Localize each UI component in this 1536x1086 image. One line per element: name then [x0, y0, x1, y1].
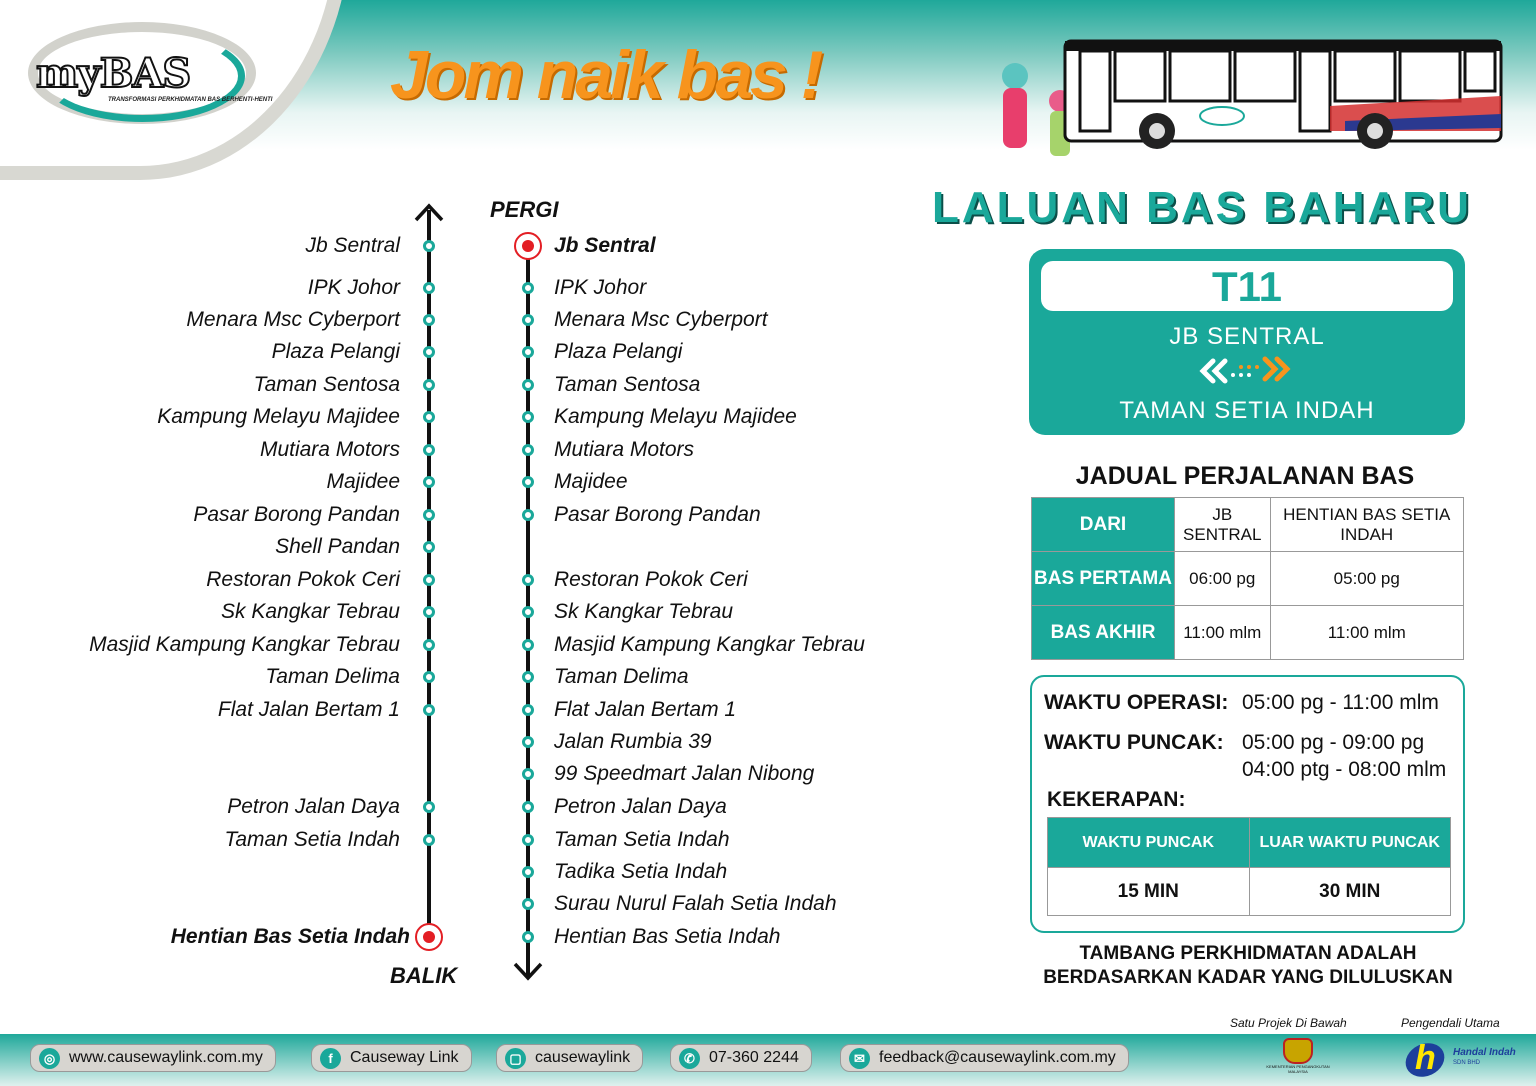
stop-marker: [423, 801, 435, 813]
stop-marker: [423, 240, 435, 252]
balik-stop: Plaza Pelangi: [271, 340, 400, 363]
bidirectional-arrow-icon: [1199, 355, 1299, 385]
kekerapan-label: KEKERAPAN:: [1047, 788, 1186, 811]
pergi-stop: Kampung Melayu Majidee: [554, 405, 797, 428]
stop-marker: [522, 282, 534, 294]
stop-marker: [522, 736, 534, 748]
instagram-icon: ▢: [505, 1048, 526, 1069]
operator-label: Pengendali Utama: [1401, 1016, 1500, 1030]
pergi-label: PERGI: [490, 197, 559, 222]
pergi-stop: Pasar Borong Pandan: [554, 503, 761, 526]
header-offpeak: LUAR WAKTU PUNCAK: [1249, 818, 1451, 868]
stop-marker: [522, 931, 534, 943]
stop-marker: [423, 476, 435, 488]
stop-marker: [423, 606, 435, 618]
ministry-crest: [1262, 1038, 1334, 1074]
stop-marker: [423, 411, 435, 423]
operator-name: Handal Indah: [1453, 1047, 1516, 1058]
stop-marker: [522, 768, 534, 780]
frequency-table: [1047, 817, 1451, 916]
mail-icon: ✉: [849, 1048, 870, 1069]
cell: 06:00 pg: [1175, 552, 1271, 606]
instagram-text: causewaylink: [535, 1049, 631, 1066]
puncak-value-2: 04:00 ptg - 08:00 mlm: [1242, 758, 1447, 781]
cell: 11:00 mlm: [1270, 606, 1463, 660]
terminal-marker: [415, 923, 443, 951]
pergi-stop: Taman Setia Indah: [554, 828, 730, 851]
pergi-stop: Tadika Setia Indah: [554, 860, 728, 883]
balik-stop: Sk Kangkar Tebrau: [220, 600, 400, 623]
pergi-stop: Plaza Pelangi: [554, 340, 683, 363]
puncak-value-1: 05:00 pg - 09:00 pg: [1242, 731, 1425, 754]
balik-stop: IPK Johor: [307, 276, 400, 299]
stop-marker: [423, 574, 435, 586]
table-row: [1048, 818, 1451, 868]
balik-stop: Masjid Kampung Kangkar Tebrau: [89, 633, 400, 656]
fare-note-line: TAMBANG PERKHIDMATAN ADALAH: [1079, 943, 1417, 964]
peak-frequency: 15 MIN: [1048, 868, 1250, 916]
arrow-down-icon: [512, 958, 544, 984]
pergi-stop: Majidee: [554, 470, 628, 493]
stop-marker: [423, 671, 435, 683]
balik-stop: Taman Setia Indah: [224, 828, 400, 851]
route-origin: JB SENTRAL: [1169, 323, 1325, 350]
operasi-value: 05:00 pg - 11:00 mlm: [1242, 691, 1439, 714]
email-link[interactable]: [840, 1044, 1129, 1072]
balik-stop: Mutiara Motors: [259, 438, 400, 461]
stop-marker: [423, 704, 435, 716]
operasi-label: WAKTU OPERASI:: [1044, 691, 1229, 714]
facebook-text: Causeway Link: [350, 1049, 459, 1066]
table-row: [1032, 552, 1464, 606]
schedule-title: JADUAL PERJALANAN BAS: [1075, 462, 1415, 490]
website-link[interactable]: [30, 1044, 276, 1072]
pergi-stop: Masjid Kampung Kangkar Tebrau: [554, 633, 865, 656]
stop-marker: [423, 282, 435, 294]
phone-icon: ✆: [679, 1048, 700, 1069]
operations-panel: [1030, 675, 1465, 933]
balik-stop: Hentian Bas Setia Indah: [170, 925, 410, 948]
stop-marker: [522, 574, 534, 586]
stop-marker: [522, 314, 534, 326]
balik-stop: Petron Jalan Daya: [227, 795, 400, 818]
stop-marker: [522, 379, 534, 391]
stop-marker: [423, 639, 435, 651]
ministry-text: KEMENTERIAN PENGANGKUTAN MALAYSIA: [1266, 1064, 1330, 1074]
project-label: Satu Projek Di Bawah: [1230, 1016, 1347, 1030]
table-row: [1032, 498, 1464, 552]
row-label: BAS PERTAMA: [1032, 552, 1175, 606]
route-number: T11: [1041, 261, 1453, 311]
pergi-stop: Mutiara Motors: [554, 438, 695, 461]
website-text: www.causewaylink.com.my: [69, 1049, 263, 1066]
children-icon: [1002, 63, 1071, 156]
balik-stop: Kampung Melayu Majidee: [157, 405, 400, 428]
route-destination: TAMAN SETIA INDAH: [1119, 397, 1375, 424]
header-hentian: HENTIAN BAS SETIA INDAH: [1270, 498, 1463, 552]
globe-icon: ◎: [39, 1048, 60, 1069]
stop-marker: [522, 834, 534, 846]
balik-stop: Restoran Pokok Ceri: [206, 568, 400, 591]
pergi-stop: Menara Msc Cyberport: [554, 308, 768, 331]
stop-marker: [522, 639, 534, 651]
pergi-stop: Jb Sentral: [554, 234, 656, 257]
stop-marker: [423, 541, 435, 553]
stop-marker: [423, 379, 435, 391]
offpeak-frequency: 30 MIN: [1249, 868, 1451, 916]
table-row: [1048, 868, 1451, 916]
arrow-up-icon: [413, 200, 445, 224]
facebook-link[interactable]: [311, 1044, 472, 1072]
operator-sub: SDN BHD: [1453, 1060, 1481, 1066]
stop-marker: [423, 314, 435, 326]
stop-marker: [522, 411, 534, 423]
stop-marker: [522, 346, 534, 358]
instagram-link[interactable]: [496, 1044, 643, 1072]
puncak-label: WAKTU PUNCAK:: [1044, 731, 1224, 754]
page-title: LALUAN BAS BAHARU: [932, 183, 1472, 232]
balik-stop: Flat Jalan Bertam 1: [217, 698, 400, 721]
header-dari: DARI: [1032, 498, 1175, 552]
balik-stop: Taman Delima: [265, 665, 400, 688]
pergi-stop: Restoran Pokok Ceri: [554, 568, 748, 591]
fare-note-line: BERDASARKAN KADAR YANG DILULUSKAN: [1043, 967, 1453, 988]
stop-marker: [522, 444, 534, 456]
pergi-stop: Petron Jalan Daya: [554, 795, 727, 818]
pergi-stop: 99 Speedmart Jalan Nibong: [554, 762, 815, 785]
pergi-stop: Flat Jalan Bertam 1: [554, 698, 737, 721]
stop-marker: [522, 671, 534, 683]
cell: 05:00 pg: [1270, 552, 1463, 606]
stop-marker: [522, 606, 534, 618]
terminal-marker: [514, 232, 542, 260]
row-label: BAS AKHIR: [1032, 606, 1175, 660]
stop-marker: [522, 898, 534, 910]
pergi-stop: IPK Johor: [554, 276, 647, 299]
route-card: [1029, 249, 1465, 435]
balik-stop: Majidee: [326, 470, 400, 493]
stop-marker: [423, 444, 435, 456]
facebook-icon: f: [320, 1048, 341, 1069]
stop-marker: [522, 476, 534, 488]
stop-marker: [522, 509, 534, 521]
cell: 11:00 mlm: [1175, 606, 1271, 660]
phone-text: 07-360 2244: [709, 1049, 799, 1066]
fare-note: [1000, 942, 1496, 990]
phone-link[interactable]: [670, 1044, 812, 1072]
schedule-table: [1031, 497, 1464, 660]
pergi-stop: Surau Nurul Falah Setia Indah: [554, 892, 837, 915]
balik-stop: Shell Pandan: [275, 535, 400, 558]
slogan: Jom naik bas !: [390, 37, 821, 113]
bus-illustration: [985, 36, 1505, 176]
balik-stop: Menara Msc Cyberport: [186, 308, 400, 331]
email-text: feedback@causewaylink.com.my: [879, 1049, 1116, 1066]
balik-label: BALIK: [390, 963, 458, 988]
logo-tagline: TRANSFORMASI PERKHIDMATAN BAS BERHENTI-HENTI: [108, 97, 273, 103]
stop-marker: [423, 834, 435, 846]
header-jb-sentral: JB SENTRAL: [1175, 498, 1271, 552]
stop-marker: [522, 704, 534, 716]
stop-marker: [423, 346, 435, 358]
pergi-stop: Sk Kangkar Tebrau: [554, 600, 734, 623]
balik-stop: Pasar Borong Pandan: [193, 503, 400, 526]
handal-indah-logo: h Handal Indah SDN BHD: [1405, 1038, 1525, 1082]
pergi-stop: Hentian Bas Setia Indah: [554, 925, 781, 948]
mybas-logo: myBAS: [36, 50, 191, 97]
pergi-stop: Taman Delima: [554, 665, 689, 688]
pergi-stop: Jalan Rumbia 39: [554, 730, 712, 753]
pergi-stop: Taman Sentosa: [554, 373, 701, 396]
balik-stop: Jb Sentral: [305, 234, 400, 257]
stop-marker: [522, 866, 534, 878]
balik-stop: Taman Sentosa: [253, 373, 400, 396]
stop-marker: [423, 509, 435, 521]
stop-marker: [522, 801, 534, 813]
table-row: [1032, 606, 1464, 660]
header-peak: WAKTU PUNCAK: [1048, 818, 1250, 868]
